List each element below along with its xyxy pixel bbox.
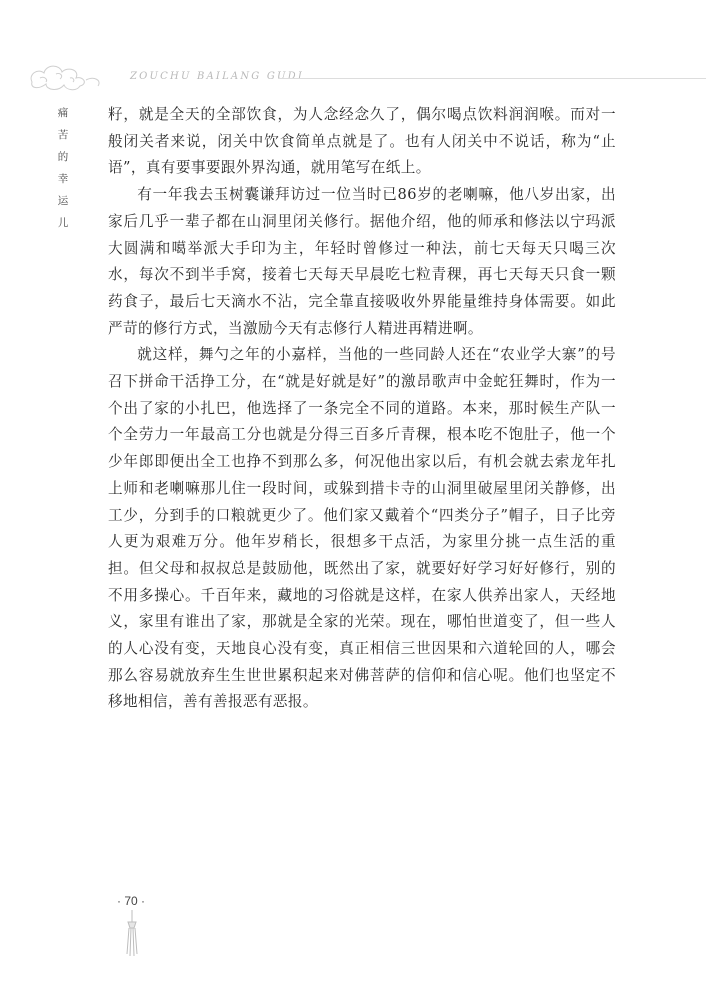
cloud-ornament-icon (26, 58, 106, 98)
running-header (26, 58, 706, 98)
paragraph: 有一年我去玉树囊谦拜访过一位当时已86岁的老喇嘛，他八岁出家，出家后几乎一辈子都在山洞里闭关修行。据他介绍，他的师承和修法以宁玛派大圆满和噶举派大手印为主，年轻时曾修过一种法，前七天每天只喝三次水，每次不到半手窝，接着七天每天早晨吃七粒青稞，再七天每天只食一颗药食子，最后七天滴水不沾，完全靠直接吸收外界能量维持身体需要。如此严苛的修行方式，当激励今天有志修行人精进再精进啊。 (108, 186, 616, 337)
side-title-char: 儿 (57, 217, 69, 229)
header-rule (278, 78, 706, 79)
paragraph: 籽，就是全天的全部饮食，为人念经念久了，偶尔喝点饮料润润喉。而对一般闭关者来说，闭关中饮食简单点就是了。也有人闭关中不说话，称为“止语”，真有要事要跟外界沟通，就用笔写在纸上。 (108, 106, 616, 177)
side-chapter-title (56, 102, 70, 234)
paragraph: 就这样，舞勺之年的小嘉样，当他的一些同龄人还在“农业学大寨”的号召下拼命干活挣工分，在“就是好就是好”的激昂歌声中金蛇狂舞时，作为一个出了家的小扎巴，他选择了一条完全不同的道路。本来，那时候生产队一个全劳力一年最高工分也就是分得三百多斤青稞，根本吃不饱肚子，他一个少年郎即便出全工也挣不到那么多，何况他出家以后，有机会就去索龙年扎上师和老喇嘛那儿住一段时间，或躲到措卡寺的山洞里破屋里闭关静修，出工少，分到手的口粮就更少了。他们家又戴着个“四类分子”帽子，日子比旁人更为艰难万分。他年岁稍长，很想多干点活，为家里分挑一点生活的重担。但父母和叔叔总是鼓励他，既然出了家，就要好好学习好好修行，别的不用多操心。千百年来，藏地的习俗就是这样，在家人供养出家人，天经地义，家里有谁出了家，那就是全家的光荣。现在，哪怕世道变了，但一些人的人心没有变，天地良心没有变，真正相信三世因果和六道轮回的人，哪会那么容易就放弃生生世世累积起来对佛菩萨的信仰和信心呢。他们也坚定不移地相信，善有善报恶有恶报。 (108, 346, 616, 711)
tassel-icon (117, 910, 147, 960)
running-title: ZOUCHU BAILANG GUDI (130, 71, 305, 82)
side-title-char: 的 (57, 151, 69, 163)
side-title-char: 运 (57, 195, 69, 207)
page-number: · 70 · (117, 894, 146, 908)
body-text (108, 102, 616, 716)
side-title-char: 幸 (57, 173, 69, 185)
side-title-char: 痛 (57, 107, 69, 119)
side-title-char: 苦 (57, 129, 69, 141)
